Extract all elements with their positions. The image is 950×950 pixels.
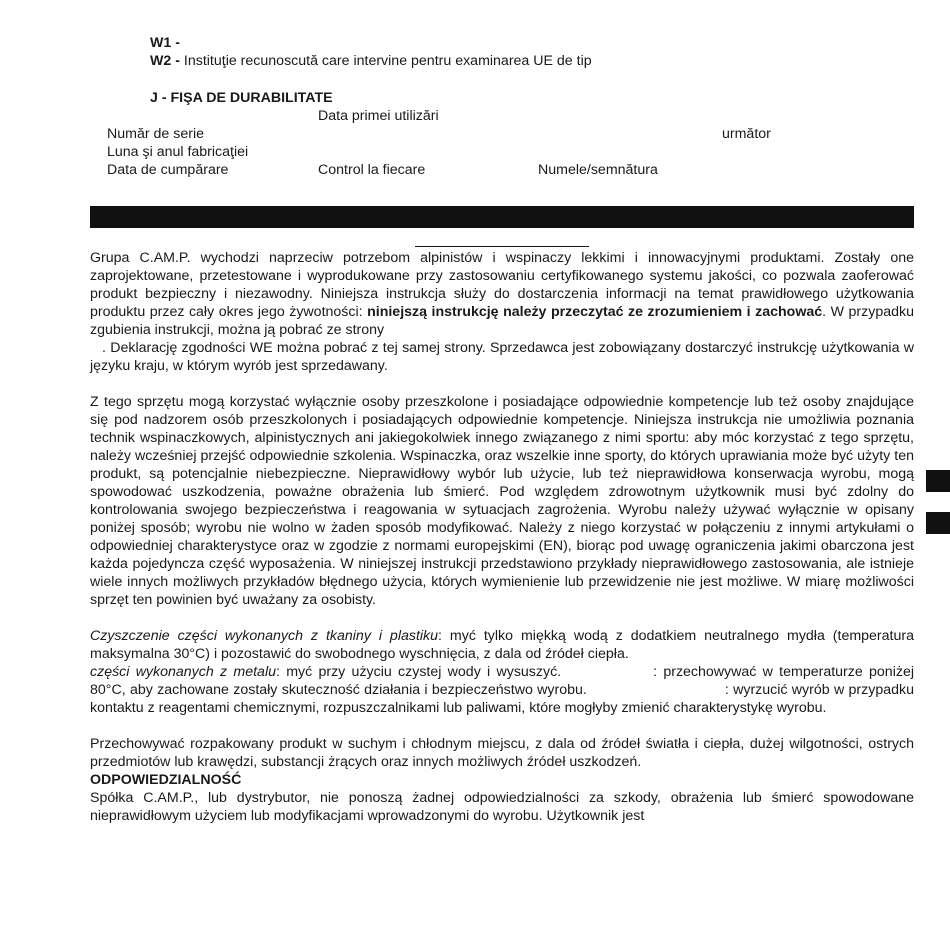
w2-code: W2 - bbox=[150, 53, 180, 69]
side-tab-marker bbox=[926, 512, 950, 534]
next-label: următor bbox=[722, 126, 771, 142]
manufacture-date-label: Luna şi anul fabricaţiei bbox=[107, 144, 249, 160]
serial-number-label: Număr de serie bbox=[107, 126, 204, 142]
discard-text: : wyrzucić wyrób w przypadku kontaktu z reagentami chemicznymi, rozpuszczalnikami lub paliwami, które mogłyby zmienić charakterystykę wyrobu. bbox=[90, 682, 914, 716]
name-signature-label: Numele/semnătura bbox=[538, 162, 658, 178]
storage-paragraph: Przechowywać rozpakowany produkt w suchym i chłodnym miejscu, z dala od źródeł światła i ciepła, dużej wilgotności, ostrych przedmiotów lub krawędzi, substancji żrących oraz innych możliwych źródeł uszkodzeń. bbox=[90, 736, 914, 770]
cleaning-fabric-text: : myć tylko miękką wodą z dodatkiem neutralnego mydła (temperatura maksymalna 30°C) i pozostawić do swobodnego wyschnięcia, z dala od źródeł ciepła. bbox=[90, 628, 914, 662]
maintenance-paragraph bbox=[90, 627, 914, 717]
liability-title: ODPOWIEDZIALNOŚĆ bbox=[90, 772, 242, 788]
storage-temp-text: : przechowywać w temperaturze poniżej 80°C, aby zachowane zostały skuteczność działania i bezpieczeństwo wyrobu. bbox=[90, 664, 914, 698]
section-title: J - FIŞA DE DURABILITATE bbox=[150, 90, 333, 106]
usage-paragraph: Z tego sprzętu mogą korzystać wyłącznie osoby przeszkolone i posiadające odpowiednie kompetencje lub też osoby znajdujące się pod nadzorem osób przeszkolonych i posiadających odpowiednie kompetencje. Niniejsza instrukcja nie umożliwia poznania technik wspinaczkowych, alpinistycznych ani jakiegokolwiek innego związanego z nimi sportu: aby móc korzystać z tego sprzętu, należy wcześniej przejść odpowiednie szkolenia. Wspinaczka, oraz wszelkie inne sporty, do których uprawiania może być użyty ten produkt, są potencjalnie niebezpieczne. Nieprawidłowy wybór lub użycie, lub też nieprawidłowa konserwacja wyrobu, mogą spowodować uszkodzenia, poważne obrażenia lub śmierć. Pod względem zdrowotnym użytkownik musi być zdolny do kontrolowania swojego bezpieczeństwa i reagowania w sytuacjach zagrożenia. Wyrobu należy używać wyłącznie w opisany poniżej sposób; wyrobu nie wolno w żaden sposób modyfikować. Należy z niego korzystać w połączeniu z innymi artykułami o odpowiedniej charakterystyce oraz w zgodzie z normami europejskimi (EN), biorąc pod uwagę ograniczenia jakimi obarczona jest każda pojedyncza część wyposażenia. W niniejszej instrukcji przedstawiono przykłady nieprawidłowego zastosowania, ale istnieje wiele innych możliwych przykładów błędnego użycia, których wymienienie lub przewidzenie nie jest możliwe. W miarę możliwości sprzęt ten powinien być uważany za osobisty. bbox=[90, 394, 914, 608]
redacted-underline bbox=[415, 246, 589, 247]
liability-paragraph: Spółka C.AM.P., lub dystrybutor, nie ponoszą żadnej odpowiedzialności za szkody, obrażenia lub śmierć spowodowane nieprawidłowym użyciem lub modyfikacjami wprowadzonymi do wyrobu. Użytkownik jest bbox=[90, 790, 914, 824]
intro-bold-text: niniejszą instrukcję należy przeczytać ze zrozumieniem i zachować bbox=[367, 304, 823, 320]
intro-text-cont: . W przypadku zgubienia instrukcji, można ją pobrać ze strony bbox=[90, 304, 914, 338]
intro-text-end: . Deklarację zgodności WE można pobrać z tej samej strony. Sprzedawca jest zobowiązany dostarczyć instrukcję użytkowania w języku kraju, w którym wyrób jest sprzedawany. bbox=[90, 340, 914, 374]
side-tab-marker bbox=[926, 470, 950, 492]
cleaning-metal-label: części wykonanych z metalu bbox=[90, 664, 276, 680]
purchase-date-label: Data de cumpărare bbox=[107, 162, 229, 178]
section-divider-band bbox=[90, 206, 914, 228]
cleaning-fabric-label: Czyszczenie części wykonanych z tkaniny i plastiku bbox=[90, 628, 439, 644]
check-each-label: Control la fiecare bbox=[318, 162, 426, 178]
w1-code: W1 - bbox=[150, 35, 180, 51]
w2-text: Instituţie recunoscută care intervine pentru examinarea UE de tip bbox=[183, 53, 592, 69]
w2-line bbox=[150, 52, 592, 70]
intro-paragraph bbox=[90, 249, 914, 375]
first-use-date-label: Data primei utilizări bbox=[318, 108, 439, 124]
document-body bbox=[90, 249, 914, 825]
cleaning-metal-text: : myć przy użyciu czystej wody i wysuszyć. bbox=[275, 664, 562, 680]
intro-text: Grupa C.AM.P. wychodzi naprzeciw potrzebom alpinistów i wspinaczy lekkimi i innowacyjnymi produktami. Zostały one zaprojektowane, przetestowane i wyprodukowane przy zastosowaniu certyfikowanego systemu jakości, co pozwala zaoferować produkt bezpieczny i niezawodny. Niniejsza instrukcja służy do dostarczenia informacji na temat prawidłowego użytkowania produktu przez cały okres jego żywotności: bbox=[90, 250, 914, 320]
